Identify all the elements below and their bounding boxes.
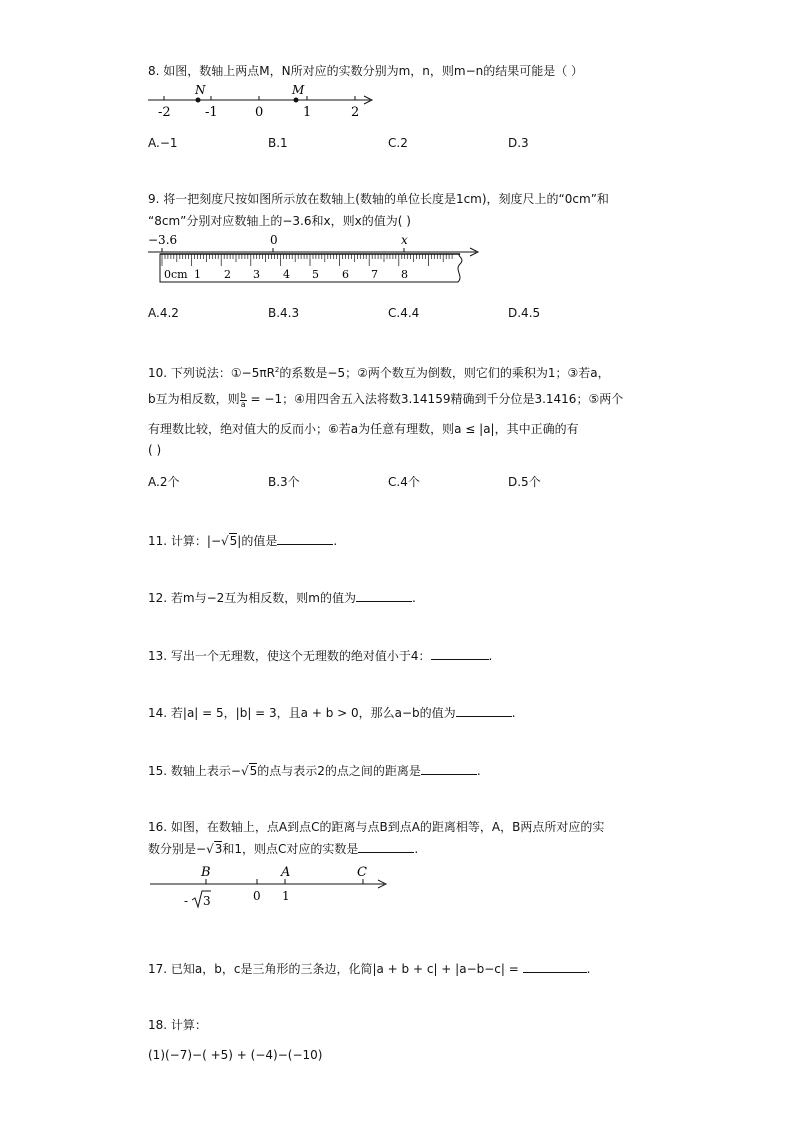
point-a-label: A — [281, 865, 291, 880]
point-b-value-sign: - — [184, 894, 189, 908]
q17: 17. 已知a，b，c是三角形的三条边，化简|a + b + c| + |a−b−c| = . — [148, 962, 591, 976]
q10-option-c[interactable]: C.4个 — [388, 475, 420, 489]
q10-line2: b互为相反数，则 $\frac{b}{a}$ = −1；④用四舍五入法将数3.14159精确到千分位是3.1416；⑤两个 — [148, 391, 624, 409]
tick-label: 0 — [255, 105, 264, 120]
answer-blank[interactable] — [358, 840, 414, 853]
q8-option-d[interactable]: D.3 — [508, 136, 529, 150]
axis-label: 0 — [270, 233, 278, 247]
tick-label: -1 — [205, 105, 218, 120]
axis-label: −3.6 — [148, 233, 178, 247]
ruler-label: 5 — [312, 268, 319, 281]
ruler-label: 1 — [194, 268, 201, 281]
answer-blank[interactable] — [456, 704, 512, 717]
axis-label-x: x — [401, 233, 408, 247]
ruler-label: 7 — [371, 268, 378, 281]
q10-option-d[interactable]: D.5个 — [508, 475, 541, 489]
q9-stem-line2: “8cm”分别对应数轴上的−3.6和x，则x的值为( ) — [148, 214, 411, 228]
q8-number-line — [146, 82, 378, 122]
point-n — [196, 98, 201, 103]
q10-option-a[interactable]: A.2个 — [148, 475, 180, 489]
ruler-label: 8 — [401, 268, 408, 281]
q9-option-d[interactable]: D.4.5 — [508, 306, 541, 320]
q9-option-b[interactable]: B.4.3 — [268, 306, 300, 320]
tick-label-one: 1 — [282, 889, 290, 903]
q12: 12. 若m与−2互为相反数，则m的值为 . — [148, 591, 416, 605]
answer-blank[interactable] — [523, 960, 587, 973]
answer-blank[interactable] — [421, 762, 477, 775]
q11: 11. 计算：|−√5|的值是 . — [148, 534, 338, 548]
ruler-label: 3 — [253, 268, 260, 281]
q8-option-b[interactable]: B.1 — [268, 136, 288, 150]
tick-label: 2 — [351, 105, 360, 120]
q13: 13. 写出一个无理数，使这个无理数的绝对值小于4： . — [148, 649, 493, 663]
tick-label-zero: 0 — [253, 889, 261, 903]
q16-number-line — [148, 860, 394, 910]
point-m-label: M — [292, 83, 305, 97]
ruler-label: 0cm — [164, 268, 188, 281]
point-m — [294, 98, 299, 103]
answer-blank[interactable] — [277, 532, 333, 545]
answer-blank[interactable] — [431, 647, 489, 660]
q10-line3: 有理数比较，绝对值大的反而小；⑥若a为任意有理数，则a ≤ |a|，其中正确的有 — [148, 422, 579, 436]
point-b-label: B — [201, 865, 211, 880]
q9-stem-line1: 9. 将一把刻度尺按如图所示放在数轴上(数轴的单位长度是1cm)，刻度尺上的“0cm”和 — [148, 192, 609, 206]
q8-option-c[interactable]: C.2 — [388, 136, 408, 150]
tick-label: -2 — [158, 105, 171, 120]
ruler-label: 4 — [283, 268, 290, 281]
q10-line1: 10. 下列说法：$①-5\pi R^2$的系数是−5；②两个数互为倒数，则它们的乘积为1；③若a， — [148, 366, 610, 380]
point-c-label: C — [357, 865, 367, 880]
tick-label: 1 — [303, 105, 312, 120]
point-n-label: N — [195, 83, 206, 97]
q10-option-b[interactable]: B.3个 — [268, 475, 300, 489]
q9-option-c[interactable]: C.4.4 — [388, 306, 420, 320]
answer-blank[interactable] — [356, 589, 412, 602]
q9-option-a[interactable]: A.4.2 — [148, 306, 179, 320]
fraction: $\frac{b}{a}$ — [240, 391, 246, 409]
q8-option-a[interactable]: A.−1 — [148, 136, 178, 150]
point-b-value-radicand: 3 — [203, 894, 211, 908]
ruler-label: 2 — [224, 268, 231, 281]
q15: 15. 数轴上表示−√5的点与表示2的点之间的距离是 . — [148, 764, 481, 778]
q16-line1: 16. 如图，在数轴上，点A到点C的距离与点B到点A的距离相等，A，B两点所对应的实 — [148, 820, 605, 834]
q8-stem: 8. 如图，数轴上两点M，N所对应的实数分别为m，n，则m−n的结果可能是（ ） — [148, 64, 584, 78]
ruler-label: 6 — [342, 268, 349, 281]
q9-ruler-figure — [146, 230, 486, 290]
q14: 14. 若|a| = 5，|b| = 3，且a + b > 0，那么a−b的值为 . — [148, 706, 516, 720]
q18-item1: (1)(−7)−( +5) + (−4)−(−10) — [148, 1048, 323, 1062]
q10-line4: ( ) — [148, 443, 162, 457]
q16-line2: 数分别是−√3和1，则点C对应的实数是 . — [148, 842, 419, 856]
q18-title: 18. 计算： — [148, 1018, 207, 1032]
